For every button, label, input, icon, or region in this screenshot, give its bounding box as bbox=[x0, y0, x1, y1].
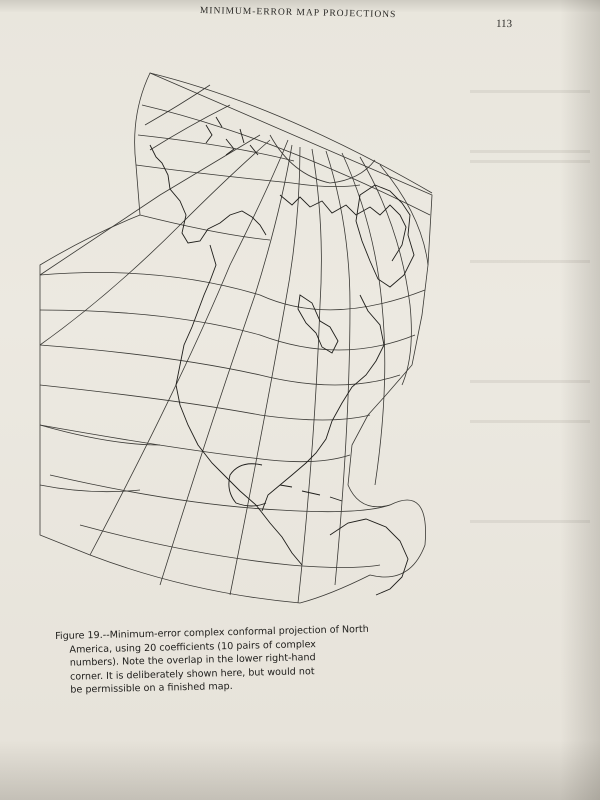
coastline-atlantic bbox=[262, 295, 384, 511]
graticule-parallel bbox=[40, 310, 415, 350]
graticule-meridian bbox=[342, 153, 385, 485]
graticule-parallel bbox=[40, 345, 400, 385]
coastline-alaska-arctic bbox=[150, 145, 266, 243]
coastline-caribbean bbox=[280, 485, 342, 501]
caption-line: Figure 19.--Minimum-error complex conformal projection of North bbox=[55, 623, 369, 642]
map-figure bbox=[30, 65, 450, 625]
graticule-meridian bbox=[298, 149, 321, 603]
projection-map bbox=[30, 65, 450, 625]
map-boundary bbox=[40, 73, 432, 603]
coastline-south-america bbox=[330, 519, 408, 595]
graticule-parallel bbox=[40, 273, 425, 310]
page-number: 113 bbox=[495, 17, 513, 31]
graticule-parallel bbox=[138, 135, 294, 161]
caption-line: numbers). Note the overlap in the lower right-hand bbox=[69, 652, 316, 669]
running-head: MINIMUM-ERROR MAP PROJECTIONS bbox=[199, 6, 397, 21]
figure-caption bbox=[55, 621, 436, 697]
graticule-parallel bbox=[142, 105, 430, 215]
page-curl-shadow bbox=[560, 0, 600, 800]
coastline-islands bbox=[206, 117, 258, 155]
coastline-pacific bbox=[176, 245, 302, 565]
graticule-parallel bbox=[50, 475, 390, 512]
page-bottom-shadow bbox=[0, 740, 600, 800]
graticule-meridian bbox=[326, 151, 350, 585]
graticule-meridian bbox=[40, 140, 270, 345]
graticule-meridian bbox=[145, 85, 210, 125]
graticule-parallel bbox=[40, 425, 350, 462]
graticule-meridian bbox=[380, 165, 428, 265]
graticule-meridian bbox=[360, 157, 411, 385]
caption-line: America, using 20 coefficients (10 pairs of complex bbox=[69, 638, 317, 656]
caption-line: be permissible on a finished map. bbox=[70, 680, 233, 696]
graticule-meridian bbox=[150, 105, 230, 150]
coastline-canadian-archipelago bbox=[280, 195, 406, 261]
graticule-parallel bbox=[140, 215, 270, 240]
caption-line: corner. It is deliberately shown here, but would not bbox=[69, 665, 315, 683]
graticule-parallel bbox=[40, 385, 370, 420]
